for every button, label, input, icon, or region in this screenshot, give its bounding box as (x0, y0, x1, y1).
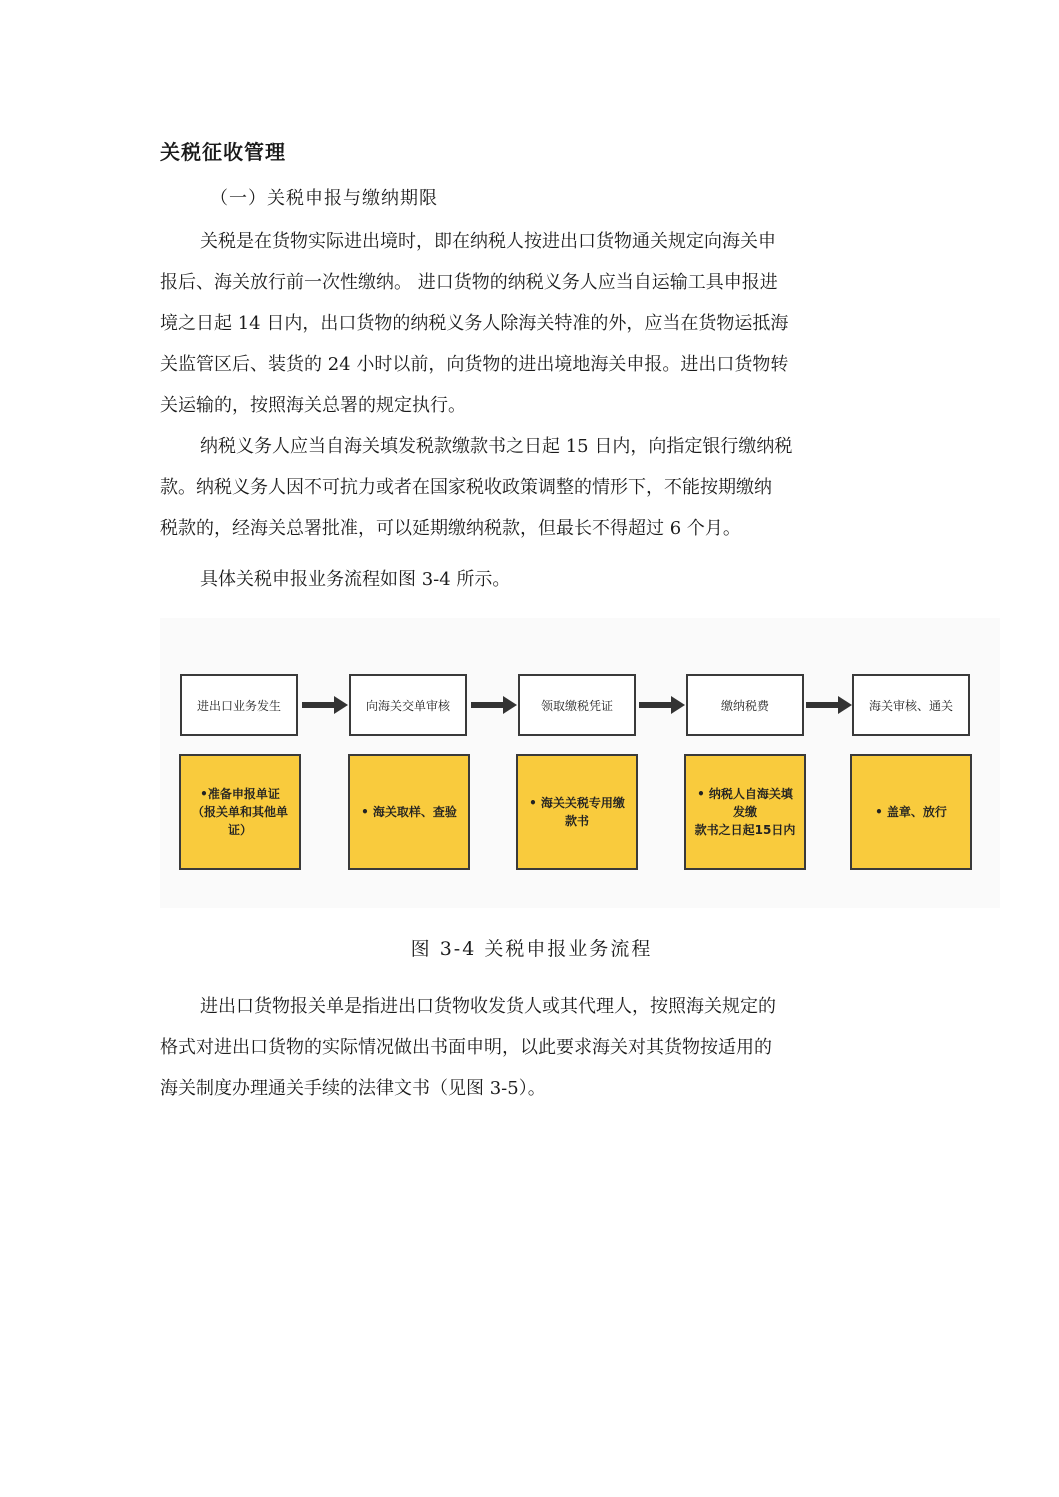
flow-step-detail: •准备申报单证 （报关单和其他单证） (179, 754, 301, 870)
paragraph-line: 报后、海关放行前一次性缴纳。 进口货物的纳税义务人应当自运输工具申报进 (160, 272, 778, 293)
paragraph-line: 关税是在货物实际进出境时，即在纳税人按进出口货物通关规定向海关申 (200, 231, 776, 252)
flow-step-detail: • 纳税人自海关填发缴 款书之日起15日内 (684, 754, 806, 870)
paragraph-line: 关运输的，按照海关总署的规定执行。 (160, 395, 466, 416)
paragraph-payment-deadline (160, 426, 900, 549)
paragraph-line: 纳税义务人应当自海关填发税款缴款书之日起 15 日内，向指定银行缴纳税 (200, 436, 793, 457)
subsection-title: （一）关税申报与缴纳期限 (210, 188, 438, 209)
flow-step-detail: • 盖章、放行 (850, 754, 972, 870)
paragraph-declaration-time (160, 221, 900, 426)
flow-step-title: 向海关交单审核 (349, 674, 467, 736)
paragraph-line: 税款的，经海关总署批准，可以延期缴纳税款，但最长不得超过 6 个月。 (160, 518, 741, 539)
arrow-right-icon (302, 698, 348, 712)
paragraph-line: 关监管区后、装货的 24 小时以前，向货物的进出境地海关申报。进出口货物转 (160, 354, 789, 375)
paragraph-line: 进出口货物报关单是指进出口货物收发货人或其代理人，按照海关规定的 (200, 996, 776, 1017)
paragraph-figure-reference (160, 559, 900, 600)
paragraph-line: 海关制度办理通关手续的法律文书（见图 3-5）。 (160, 1078, 546, 1099)
flow-step-title: 缴纳税费 (686, 674, 804, 736)
arrow-right-icon (471, 698, 517, 712)
flow-step-title: 进出口业务发生 (180, 674, 298, 736)
paragraph-declaration-form (160, 986, 880, 1109)
flow-step-detail: • 海关取样、查验 (348, 754, 470, 870)
flow-diagram (160, 618, 1000, 908)
arrow-right-icon (806, 698, 852, 712)
flow-step-title: 海关审核、通关 (852, 674, 970, 736)
paragraph-line: 具体关税申报业务流程如图 3-4 所示。 (200, 569, 511, 590)
flow-step-detail: • 海关关税专用缴款书 (516, 754, 638, 870)
section-title: 关税征收管理 (160, 140, 286, 164)
paragraph-line: 境之日起 14 日内，出口货物的纳税义务人除海关特准的外，应当在货物运抵海 (160, 313, 789, 334)
arrow-right-icon (639, 698, 685, 712)
figure-caption: 图 3-4 关税申报业务流程 (410, 938, 653, 960)
flow-step-title: 领取缴税凭证 (518, 674, 636, 736)
paragraph-line: 款。纳税义务人因不可抗力或者在国家税收政策调整的情形下，不能按期缴纳 (160, 477, 772, 498)
paragraph-line: 格式对进出口货物的实际情况做出书面申明，以此要求海关对其货物按适用的 (160, 1037, 772, 1058)
